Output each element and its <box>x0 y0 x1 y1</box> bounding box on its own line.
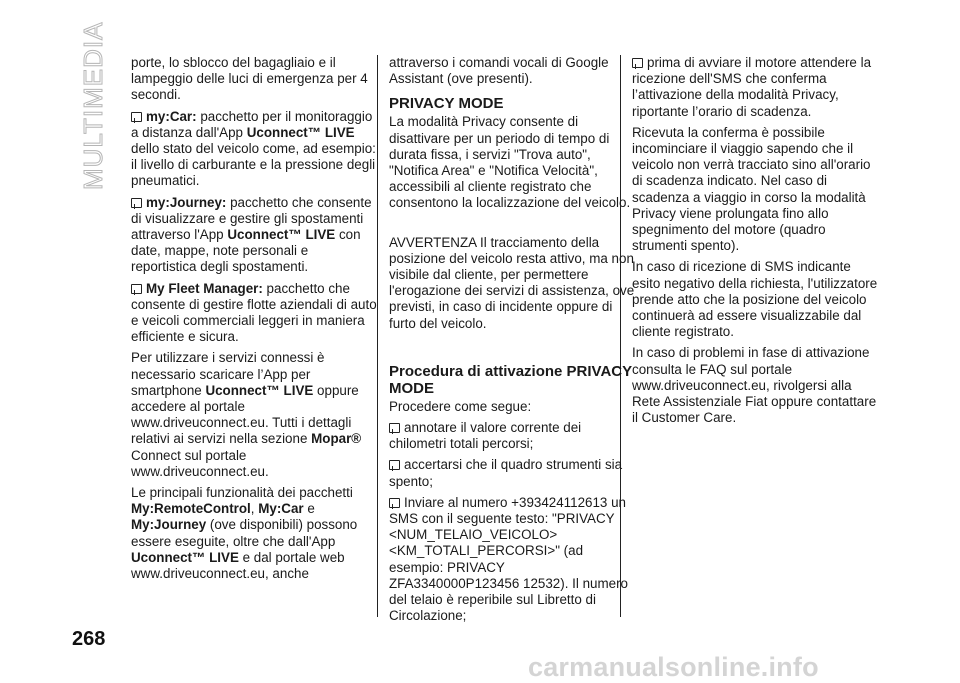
bullet-icon <box>389 498 400 508</box>
bullet-icon <box>389 460 400 470</box>
text: Connect sul portale www.driveuconnect.eu. <box>131 447 269 479</box>
text: dello stato del veicolo come, ad esempio: il livello di carburante e la pressione degli pneumatici. <box>131 141 376 189</box>
text: oppure accedere al portale www.driveuconnect.eu. Tutti i dettagli relativi ai servizi nella sezione <box>131 382 359 447</box>
paragraph: Procedere come segue: <box>389 398 532 414</box>
section-heading: Procedura di attivazione PRIVACY MODE <box>389 362 632 397</box>
column-divider <box>377 55 378 617</box>
text: pacchetto che consente di gestire flotte aziendali di auto e veicoli commerciali leggeri in maniera efficiente e sicura. <box>131 280 377 345</box>
text: annotare il valore corrente dei chilometri totali percorsi; <box>389 420 582 452</box>
paragraph: porte, lo sblocco del bagagliaio e il lampeggio delle luci di emergenza per 4 secondi. <box>131 55 368 103</box>
paragraph: In caso di ricezione di SMS indicante esito negativo della richiesta, l'utilizzatore prende atto che la posizione del veicolo continuerà ad essere visualizzabile dal cliente registrato. <box>632 259 878 340</box>
bullet-icon <box>632 58 643 68</box>
text: , <box>250 501 259 517</box>
paragraph: attraverso i comandi vocali di Google Assistant (ove presenti). <box>389 55 609 87</box>
bold-term: My:Car <box>258 501 304 517</box>
bold-term: Uconnect™ LIVE <box>205 382 314 398</box>
bullet-icon <box>131 198 142 208</box>
bullet-item <box>131 195 377 276</box>
bold-term: Mopar® <box>311 431 362 447</box>
paragraph <box>131 350 377 480</box>
warning-paragraph: AVVERTENZA Il tracciamento della posizione del veicolo resta attivo, ma non visibile dal cliente, per permettere l'erogazione dei servizi di assistenza, ove previsti, in caso di incidente oppure di furto del veicolo. <box>389 234 635 331</box>
text: Le principali funzionalità dei pacchetti <box>131 485 353 501</box>
bullet-item <box>131 281 377 346</box>
paragraph: La modalità Privacy consente di disattivare per un periodo di tempo di durata fissa, i servizi "Trova auto", "Notifica Area" e "Notifica Velocità", accessibili al cliente registrato che consentono la localizzazione del veicolo. <box>389 114 631 211</box>
bold-term: My Fleet Manager: <box>146 280 263 296</box>
column-2 <box>389 55 635 629</box>
text: e dal portale web www.driveuconnect.eu, anche <box>131 549 345 582</box>
watermark: carmanualsonline.info <box>528 652 819 682</box>
text: accertarsi che il quadro strumenti sia spento; <box>389 457 623 489</box>
text: (ove disponibili) possono essere eseguite, oltre che dall'App <box>131 517 358 549</box>
text: prima di avviare il motore attendere la ricezione dell'SMS che conferma l’attivazione della modalità Privacy, riportante l’orario di scadenza. <box>632 55 872 119</box>
text: Per utilizzare i servizi connessi è necessario scaricare l’App per smartphone <box>131 350 325 398</box>
bullet-item <box>131 109 377 190</box>
bullet-icon <box>131 112 142 122</box>
page-number: 268 <box>72 628 106 650</box>
bullet-item <box>389 457 635 489</box>
bullet-item <box>632 55 878 120</box>
bold-term: my:Journey: <box>146 194 227 210</box>
text: Inviare al numero +393424112613 un SMS con il seguente testo: "PRIVACY <NUM_TELAIO_VEICOLO> <KM_TOTALI_PERCORSI>" (ad esempio: PRIVACY ZFA3340000P123456 12532). Il numero del telaio è reperibile sul Libretto di Circolazione; <box>389 494 628 624</box>
bold-term: Uconnect™ LIVE <box>246 124 355 140</box>
section-title: MULTIMEDIA <box>78 21 108 190</box>
bold-term: Uconnect™ LIVE <box>227 227 336 243</box>
paragraph: In caso di problemi in fase di attivazione consulta le FAQ sul portale www.driveuconnect.eu, rivolgersi alla Rete Assistenziale Fiat oppure contattare il Customer Care. <box>632 345 877 426</box>
paragraph <box>131 485 377 582</box>
bold-term: Uconnect™ LIVE <box>131 549 239 565</box>
text: e <box>303 501 315 517</box>
column-1 <box>131 55 377 587</box>
bullet-icon <box>131 284 142 294</box>
bullet-icon <box>389 423 400 433</box>
bold-term: My:RemoteControl <box>131 501 251 517</box>
text: pacchetto che consente di visualizzare e gestire gli spostamenti attraverso l'App <box>131 194 372 243</box>
text: con date, mappe, note personali e reportistica degli spostamenti. <box>131 227 361 275</box>
bold-term: My:Journey <box>131 517 207 533</box>
bold-term: my:Car: <box>146 108 197 124</box>
bullet-item <box>389 495 635 625</box>
section-heading: PRIVACY MODE <box>389 95 504 113</box>
paragraph: Ricevuta la conferma è possibile incominciare il viaggio sapendo che il veicolo non verrà tracciato sino all'orario di scadenza indicato. Nel caso di scadenza a viaggio in corso la modalità Privacy viene prolungata fino allo spegnimento del motore (quadro strumenti spento). <box>632 124 871 254</box>
bullet-item <box>389 420 635 452</box>
column-3 <box>632 55 878 431</box>
text: pacchetto per il monitoraggio a distanza dall'App <box>131 108 373 140</box>
